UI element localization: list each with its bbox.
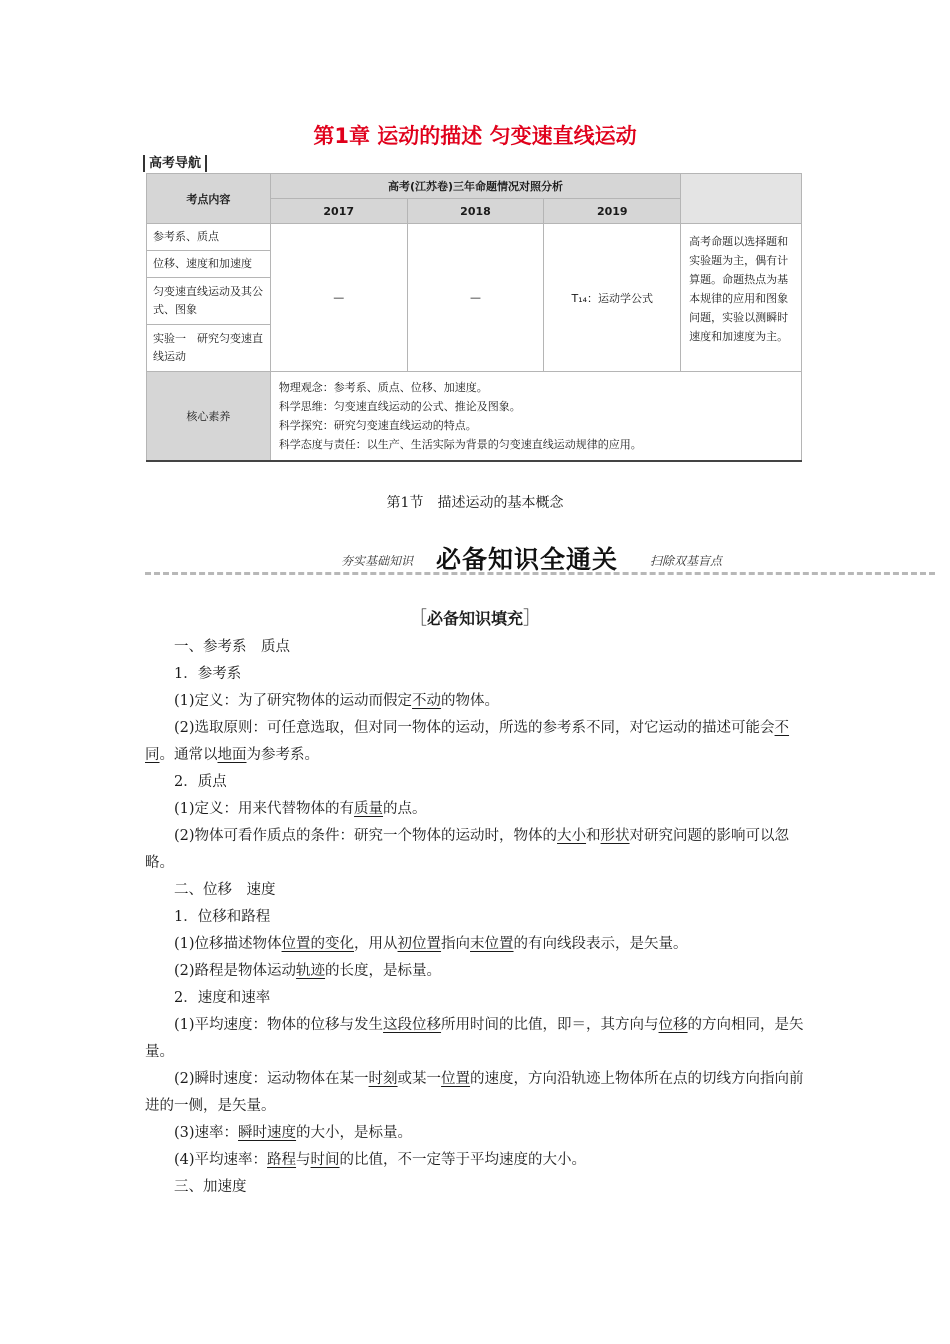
core-literacy-cell (270, 372, 801, 462)
section-banner (145, 538, 935, 578)
core-line: 物理观念：参考系、质点、位移、加速度。 (278, 381, 488, 394)
subheading: 1．位移和路程 (174, 909, 271, 925)
cell-2018: — (407, 224, 544, 372)
paragraph: (1)定义：为了研究物体的运动而假定不动的物体。 (174, 693, 500, 709)
core-line: 科学态度与责任：以生产、生活实际为背景的匀变速直线运动规律的应用。 (278, 438, 642, 451)
header-year: 2018 (407, 199, 544, 224)
header-group: 高考(江苏卷)三年命题情况对照分析 (270, 174, 680, 199)
heading: 二、位移 速度 (174, 882, 276, 898)
paragraph: (2)瞬时速度：运动物体在某一时刻或某一位置的速度，方向沿轨迹上物体所在点的切线方向指向前进的一侧，是矢量。 (145, 1071, 804, 1114)
topic-cell: 位移、速度和加速度 (147, 251, 271, 278)
banner-right-text: 扫除双基盲点 (650, 554, 723, 568)
header-topic: 考点内容 (147, 174, 271, 224)
paragraph: (2)物体可看作质点的条件：研究一个物体的运动时，物体的大小和形状对研究问题的影响可以忽略。 (145, 828, 790, 871)
topic-cell: 匀变速直线运动及其公式、图象 (147, 278, 271, 325)
core-literacy-label: 核心素养 (147, 372, 271, 462)
topic-cell: 实验一 研究匀变速直线运动 (147, 325, 271, 372)
heading: 三、加速度 (174, 1179, 247, 1195)
cell-2017: — (270, 224, 407, 372)
subheading: 2．质点 (174, 774, 227, 790)
subheading: 2．速度和速率 (174, 990, 271, 1006)
header-year: 2019 (544, 199, 681, 224)
paragraph: (1)位移描述物体位置的变化，用从初位置指向末位置的有向线段表示，是矢量。 (174, 936, 688, 952)
main-content (145, 634, 810, 1201)
analysis-cell: 高考命题以选择题和实验题为主，偶有计算题。命题热点为基本规律的应用和图象问题，实验以测瞬时速度和加速度为主。 (681, 224, 802, 372)
paragraph: (1)平均速度：物体的位移与发生这段位移所用时间的比值，即＝，其方向与位移的方向相同，是矢量。 (145, 1017, 804, 1060)
banner-left-text: 夯实基础知识 (341, 554, 414, 568)
paragraph: (2)选取原则：可任意选取，但对同一物体的运动，所选的参考系不同，对它运动的描述可能会不同。通常以地面为参考系。 (145, 720, 790, 763)
core-line: 科学探究：研究匀变速直线运动的特点。 (278, 419, 477, 432)
banner-main-text: 必备知识全通关 (436, 545, 619, 574)
cell-2019: T₁₄：运动学公式 (544, 224, 681, 372)
exam-guide-table (146, 173, 802, 462)
section-title: 第1节 描述运动的基本概念 (386, 495, 564, 511)
fill-title-wrap: ［必备知识填充］ (408, 608, 541, 629)
banner-divider (145, 572, 935, 575)
header-year: 2017 (270, 199, 407, 224)
paragraph: (2)路程是物体运动轨迹的长度，是标量。 (174, 963, 442, 979)
fill-title: 必备知识填充 (426, 609, 523, 628)
subheading: 1．参考系 (174, 666, 242, 682)
heading: 一、参考系 质点 (174, 639, 290, 655)
topic-cell: 参考系、质点 (147, 224, 271, 251)
exam-guide-label: 高考导航 (143, 155, 207, 172)
paragraph: (1)定义：用来代替物体的有质量的点。 (174, 801, 427, 817)
paragraph: (4)平均速率：路程与时间的比值，不一定等于平均速度的大小。 (174, 1152, 587, 1168)
paragraph: (3)速率：瞬时速度的大小，是标量。 (174, 1125, 413, 1141)
chapter-title: 第1章 运动的描述 匀变速直线运动 (313, 124, 637, 148)
core-line: 科学思维：匀变速直线运动的公式、推论及图象。 (278, 400, 521, 413)
